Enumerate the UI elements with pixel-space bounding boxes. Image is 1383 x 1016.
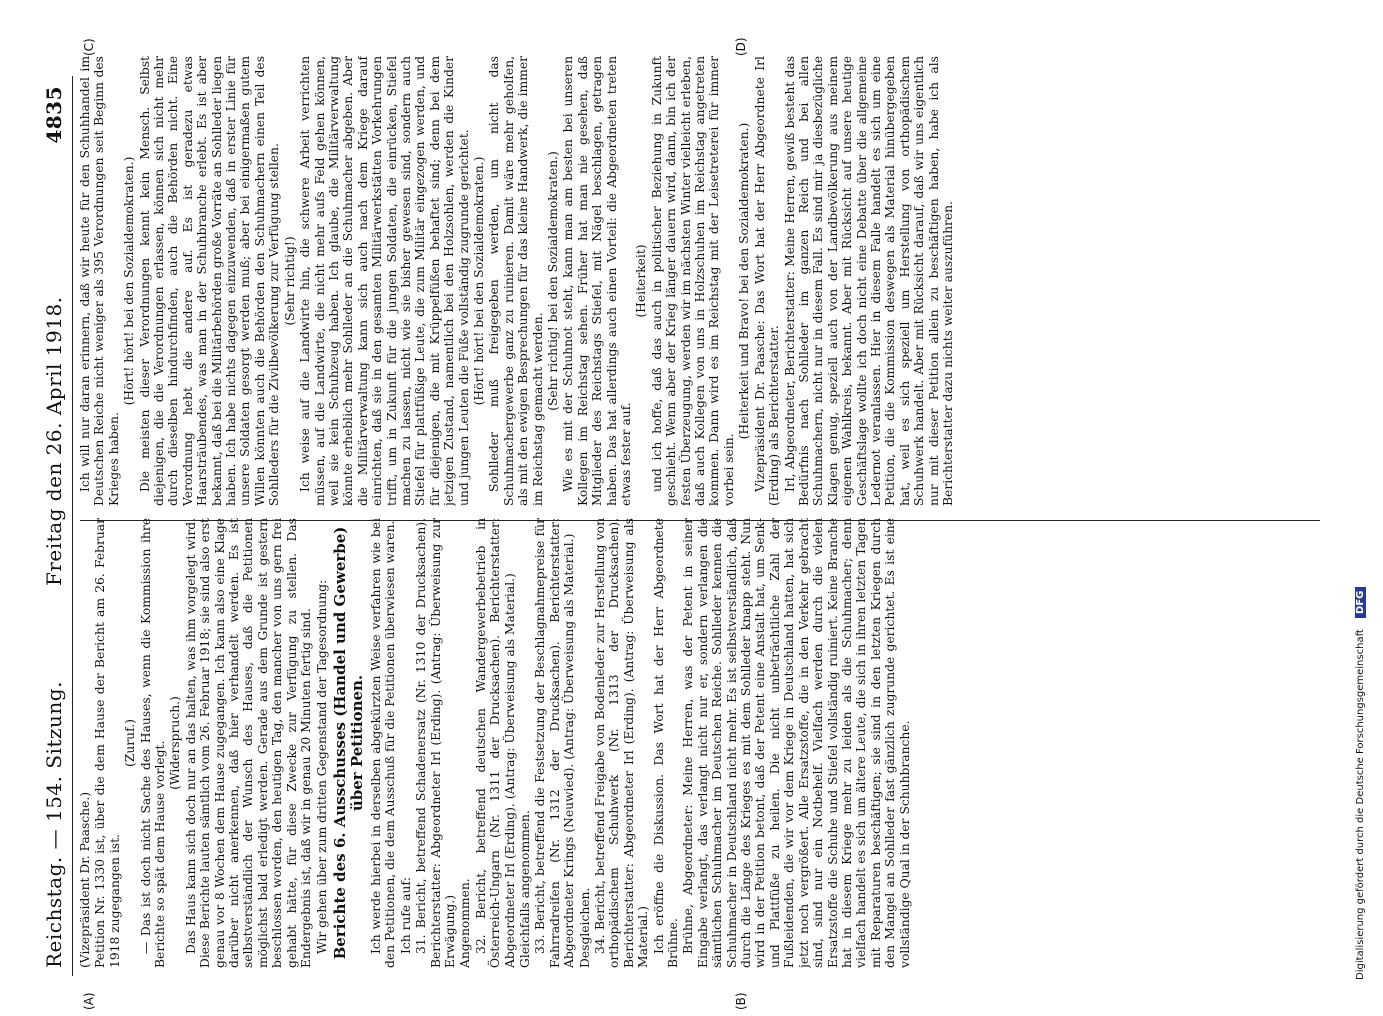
right-column-paragraph: (Hört! hört! bei den Sozialdemokraten.) (122, 156, 137, 406)
left-column-paragraph: Gleichfalls angenommen. (517, 810, 532, 968)
left-column (78, 518, 1328, 968)
left-column-paragraph: Ich eröffne die Diskussion. Das Wort hat der Herr Abgeordnete Brühne. (651, 518, 681, 968)
column-divider (80, 520, 1320, 521)
right-column-paragraph: (Sehr richtig!) (282, 236, 297, 326)
right-column-paragraph: und ich hoffe, daß das auch in politischer Beziehung in Zukunft geschieht. Wenn aber der Krieg länger dauern wird, dann, bin ich der festen Überzeugung, werden wir im nächsten Winter vielleicht erleben, daß auch Kollegen von uns in Holzschuhen im Reichstag angetreten kommen. Dann wird es im Reichstag mit der Leisetreterei für immer vorbei sein. (649, 56, 736, 506)
left-column-paragraph: (Zuruf.) (123, 719, 138, 767)
page-header (34, 16, 74, 1016)
header-left: Reichstag. — 154. Sitzung. (42, 681, 66, 968)
right-column-paragraph: Ich will nur daran erinnern, daß wir heute für den Schuhhandel im Deutschen Reiche nicht weniger als 395 Verordnungen seit Beginn des Krieges haben. (78, 56, 121, 506)
left-column-paragraph: Das Haus kann sich doch nur an das halten, was ihm vorgelegt wird. Diese Berichte lauten sämtlich vom 26. Februar 1918; sie sind also erst genau vor 8 Wochen dem Hause zugegangen. Ich kann also eine Klage darüber nicht anerkennen, daß hier verhandelt werden. Es ist selbstverständlich der Wunsch des Hauses, daß die Petitionen möglichst bald erledigt werden. Gerade aus dem Grunde ist gestern beschlossen worden, den heutigen Tag, den mancher von uns gern frei gehabt hätte, für diese Zwecke zur Verfügung zu stellen. Das Endergebnis ist, daß wir in genau 20 Minuten fertig sind. (183, 518, 314, 968)
digitization-credit (1355, 20, 1375, 980)
header-date: Freitag den 26. April 1918. (42, 296, 66, 586)
left-column-paragraph: 31. Bericht, betreffend Schadenersatz (Nr. 1310 der Drucksachen). Berichterstatter: Abgeordneter Irl (Erding). (Antrag: Überweisung zur Erwägung.) (414, 518, 457, 968)
left-column-paragraph: (Widerspruch.) (168, 696, 183, 790)
right-column-paragraph: (Heiterkeit und Bravo! bei den Sozialdemokraten.) (737, 122, 752, 440)
left-column-paragraph: — Das ist doch nicht Sache des Hauses, wenn die Kommission ihre Berichte so spät dem Hause vorlegt. (138, 518, 168, 968)
left-column-paragraph: Desgleichen. (577, 887, 592, 968)
left-column-paragraph: Ich rufe auf: (398, 876, 413, 954)
credit-text: Digitalisierung gefördert durch die Deutsche Forschungsgemeinschaft (1355, 629, 1366, 980)
right-column-paragraph: (Heiterkeit) (634, 244, 649, 318)
left-column-paragraph: (Vizepräsident Dr. Paasche.) (78, 791, 92, 968)
left-column-paragraph: Berichte des 6. Ausschusses (Handel und Gewerbe) über Petitionen. (330, 526, 366, 960)
right-column-paragraph: (Sehr richtig! bei den Sozialdemokraten.) (546, 151, 560, 411)
left-column-paragraph: Petition Nr. 1330 ist, über die dem Hause der Bericht am 26. Februar 1918 zugegangen ist. (93, 518, 122, 968)
right-column-paragraph: Die meisten dieser Verordnungen kennt kein Mensch. Selbst diejenigen, die die Verordnungen erlassen, können sich nicht mehr durch dieselben hindurchfinden, auch die Behörden nicht. Eine Verordnung hebt die andere auf. Es ist geradezu etwas Haarsträubendes, was man in der Schuhbranche erlebt. Es ist aber bekannt, daß bei die Militärbehörden große Vorräte an Sohlleder liegen haben. Ich habe nichts dagegen einzuwenden, daß in erster Linie für unsere Soldaten gesorgt werden muß; aber bei einigermaßen gutem Willen könnten auch die Behörden den Schuhmachern einen Teil des Sohlleders für die Zivilbevölkerung zur Verfügung stellen. (137, 56, 282, 506)
right-column-paragraph: Ich weise auf die Landwirte hin, die schwere Arbeit verrichten müssen, auf die Landwirte, die nicht mehr aufs Feld gehen können, weil sie kein Schuhzeug haben. Ich glaube, die Militärverwaltung könnte erheblich mehr Sohlleder an die Schuhmacher abgeben. Aber die Militärverwaltung kann sich auch nach dem Kriege darauf einrichten, daß sie in den gesamten Militärwerkstätten Vorkehrungen trifft, um in Zukunft für die jungen Soldaten, die einrücken, Stiefel machen zu lassen, nicht wie sie bisher gewesen sind, sondern auch Stiefel für plattfüßige Leute, die zum Militär eingezogen werden, und für diejenigen, die mit Krüppelfüßen behaftet sind; denn bei dem jetzigen Zustand, namentlich bei den Holzsohlen, werden die Kinder und jungen Leuten die Füße vollständig zugrunde gerichtet. (298, 56, 471, 506)
left-column-paragraph: Angenommen. (458, 878, 473, 968)
left-column-paragraph: Ich werde hierbei in derselben abgekürzten Weise verfahren wie bei den Petitionen, die dem Ausschuß für die Petitionen überwiesen waren. (368, 518, 398, 968)
newspaper-page (34, 16, 1364, 1016)
left-column-paragraph: 33. Bericht, betreffend die Festsetzung der Beschlagnahmepreise für Fahrradreifen (Nr. 1312 der Drucksachen). Berichterstatter: Abgeordneter Krings (Neuwied). (Antrag: Überweisung als Material.) (533, 518, 577, 968)
right-column-paragraph: Vizepräsident Dr. Paasche: Das Wort hat der Herr Abgeordnete Irl (Erding) als Berichterstatter. (752, 56, 782, 506)
header-rule (72, 76, 73, 976)
margin-letter-b: (B) (734, 992, 748, 1010)
left-column-paragraph: 32. Bericht, betreffend deutschen Wandergewerbebetrieb in Österreich-Ungarn (Nr. 1311 der Drucksachen). Berichterstatter: Abgeordneter Irl (Erding). (Antrag: Überweisung als Material.) (473, 518, 517, 968)
margin-letter-a: (A) (82, 992, 96, 1010)
right-column-paragraph: Wie es mit der Schuhnot steht, kann man am besten bei unseren Kollegen im Reichstag sehen. Früher hat man nie gesehen, daß Mitglieder des Reichstags Stiefel, mit Nägel beschlagen, getragen haben. Das hat allerdings auch einen Vorteil: die Abgeordneten treten etwas fester auf. (561, 56, 634, 506)
right-column-paragraph: (Hört! hört! bei den Sozialdemokraten.) (471, 156, 486, 406)
right-column-paragraph: Irl, Abgeordneter, Berichterstatter: Meine Herren, gewiß besteht das Bedürfnis nach Sohlleder im ganzen Reich und bei allen Schuhmachern, nicht nur in diesem Fall. Es sind mir ja diesbezügliche Klagen genug, speziell auch von der Landbevölkerung aus meinem eigenen Wahlkreis, bekannt. Aber mit Rücksicht auf unsere heutige Geschäftslage wollte ich doch nicht eine Debatte über die allgemeine Ledernot veranlassen. Hier in diesem Falle handelt es sich um eine Petition, die die Kommission deswegen als Material hinübergegeben hat, weil es sich speziell um Herstellung von orthopädischem Schuhwerk handelt. Aber mit Rücksicht darauf, daß wir uns eigentlich nur mit dieser Petition allein zu beschäftigen haben, habe ich als Berichterstatter dazu nichts weiter auszuführen. (782, 56, 955, 506)
right-column-paragraph: Sohlleder muß freigegeben werden, um nicht das Schuhmachergewerbe ganz zu ruinieren. Damit wäre mehr geholfen, als mit den ewigen Besprechungen für das kleine Handwerk, die immer im Reichstag gemacht werden. (487, 56, 545, 506)
left-column-paragraph: Brühne, Abgeordneter: Meine Herren, was der Petent in seiner Eingabe verlangt, das verlangt nicht nur er, sondern verlangen die sämtlichen Schuhmacher im Deutschen Reiche. Sohlleder kennen die Schuhmacher in Deutschland nicht mehr. Es ist selbstverständlich, daß durch die Länge des Krieges es mit dem Sohlleder knapp steht. Nun wird in der Petition betont, daß der Petent eine Anstalt hat, um Senk- und Plattfüße zu heilen. Die nicht unbeträchtliche Zahl der Fußleidenden, die wir vor dem Kriege in Deutschland hatten, hat sich jetzt noch vergrößert. Alle Ersatzstoffe, die in den Verkehr gebracht sind, sind nur ein Notbehelf. Vielfach werden durch die vielen Ersatzstoffe die Schuhe und Stiefel vollständig ruiniert. Keine Branche hat in diesem Kriege mehr zu leiden als die Schuhmacher; denn vielfach handelt es sich um ältere Leute, die sich in ihren letzten Tagen mit Reparaturen beschäftigen; sie sind in den letzten Kriegen durch den Mangel an Sohlleder fast gänzlich zugrunde gerichtet. Es ist eine vollständige Qual in der Schuhbranche. (681, 518, 912, 968)
dfg-logo: DFG (1355, 587, 1366, 618)
margin-letter-d: (D) (734, 37, 748, 56)
left-column-paragraph: 34. Bericht, betreffend Freigabe von Bodenleder zur Herstellung von orthopädischem Schuhwerk (Nr. 1313 der Drucksachen). Berichterstatter: Abgeordneter Irl (Erding). (Antrag: Überweisung als Material.) (593, 518, 651, 968)
margin-letter-c: (C) (82, 38, 96, 56)
left-column-paragraph: Wir gehen über zum dritten Gegenstand der Tagesordnung: (314, 579, 329, 954)
right-column (78, 56, 1328, 506)
page-number: 4835 (42, 86, 66, 144)
